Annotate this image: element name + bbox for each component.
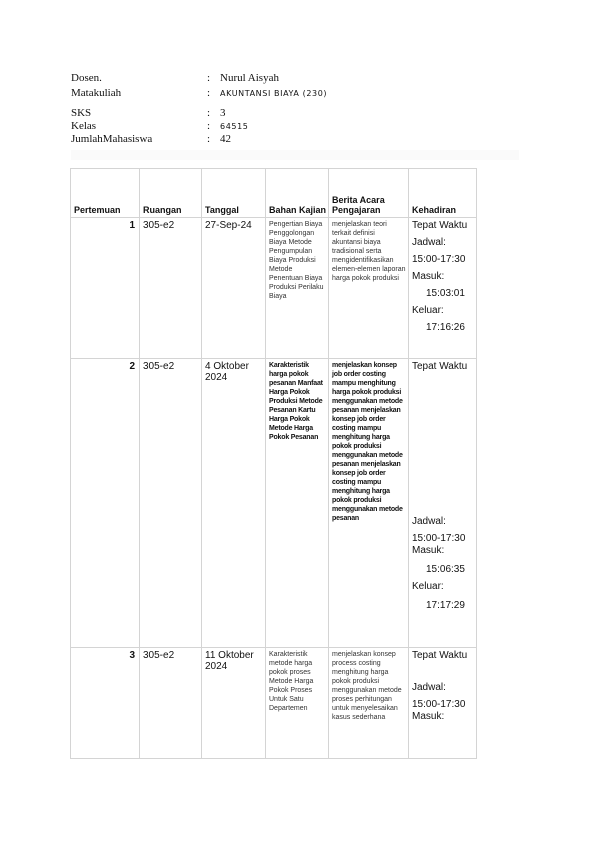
divider xyxy=(71,150,519,160)
kehadiran-cell xyxy=(409,359,477,648)
colon: : xyxy=(207,87,211,99)
dosen-label: Dosen. xyxy=(71,72,102,84)
colon: : xyxy=(207,120,211,132)
status-text: Tepat Waktu xyxy=(412,650,468,661)
keluar-value: 17:17:29 xyxy=(426,600,465,611)
pertemuan-cell: 1 xyxy=(71,218,140,359)
ruangan-cell: 305-e2 xyxy=(140,648,202,759)
sks-value: 3 xyxy=(220,107,226,119)
jumlah-value: 42 xyxy=(220,133,231,145)
ruangan-cell: 305-e2 xyxy=(140,359,202,648)
masuk-label: Masuk: xyxy=(412,271,445,282)
header-tanggal: Tanggal xyxy=(202,169,266,218)
kelas-label: Kelas xyxy=(71,120,97,132)
masuk-value: 15:06:35 xyxy=(426,564,465,575)
jadwal-value: 15:00-17:30 xyxy=(412,254,466,265)
kehadiran-cell xyxy=(409,218,477,359)
table-row xyxy=(71,648,477,759)
table-row xyxy=(71,218,477,359)
matakuliah-value: AKUNTANSI BIAYA (230) xyxy=(220,89,328,98)
bahan-kajian-cell: Karakteristik metode harga pokok proses Metode Harga Pokok Proses Untuk Satu Departemen xyxy=(266,648,329,759)
header-pertemuan: Pertemuan xyxy=(71,169,140,218)
jadwal-value: 15:00-17:30 xyxy=(412,533,466,544)
jadwal-label: Jadwal: xyxy=(412,516,446,527)
masuk-value: 15:03:01 xyxy=(426,288,465,299)
masuk-label: Masuk: xyxy=(412,711,445,722)
jadwal-label: Jadwal: xyxy=(412,237,446,248)
bahan-kajian-cell: Karakteristik harga pokok pesanan Manfaat Harga Pokok Produksi Metode Pesanan Kartu Harga Pokok Metode Harga Pokok Pesanan xyxy=(266,359,329,648)
sks-label: SKS xyxy=(71,107,92,119)
tanggal-cell: 11 Oktober 2024 xyxy=(202,648,266,759)
keluar-label: Keluar: xyxy=(412,305,444,316)
colon: : xyxy=(207,133,211,145)
masuk-label: Masuk: xyxy=(412,545,445,556)
bahan-kajian-cell: Pengertian Biaya Penggolongan Biaya Metode Pengumpulan Biaya Produksi Metode Penentuan Biaya Produksi Perilaku Biaya xyxy=(266,218,329,359)
kehadiran-cell xyxy=(409,648,477,759)
jadwal-label: Jadwal: xyxy=(412,682,446,693)
header-bahan-kajian: Bahan Kajian xyxy=(266,169,329,218)
pertemuan-cell: 3 xyxy=(71,648,140,759)
kelas-value: 64515 xyxy=(220,122,249,131)
tanggal-cell: 4 Oktober 2024 xyxy=(202,359,266,648)
keluar-value: 17:16:26 xyxy=(426,322,465,333)
pertemuan-cell: 2 xyxy=(71,359,140,648)
colon: : xyxy=(207,72,211,84)
jumlah-label: JumlahMahasiswa xyxy=(71,133,153,145)
status-text: Tepat Waktu xyxy=(412,220,468,231)
dosen-value: Nurul Aisyah xyxy=(220,72,279,84)
tanggal-cell: 27-Sep-24 xyxy=(202,218,266,359)
header-kehadiran: Kehadiran xyxy=(409,169,477,218)
ruangan-cell: 305-e2 xyxy=(140,218,202,359)
table-row xyxy=(71,359,477,648)
header-berita-acara: Berita Acara Pengajaran xyxy=(329,169,409,218)
colon: : xyxy=(207,107,211,119)
berita-acara-cell: menjelaskan konsep job order costing mampu menghitung harga pokok produksi menggunakan metode pesanan menjelaskan konsep job order costing mampu menghitung harga pokok produksi menggunakan metode pesanan menjelaskan konsep job order costing mampu menghitung harga pokok produksi menggunakan metode pesanan xyxy=(329,359,409,648)
matakuliah-label: Matakuliah xyxy=(71,87,122,99)
table-header-row xyxy=(71,169,477,218)
header-ruangan: Ruangan xyxy=(140,169,202,218)
attendance-table xyxy=(70,168,477,759)
keluar-label: Keluar: xyxy=(412,581,444,592)
status-text: Tepat Waktu xyxy=(412,361,468,372)
berita-acara-cell: menjelaskan teori terkait definisi akuntansi biaya tradisional serta mengidentifikasikan elemen-elemen laporan harga pokok produksi xyxy=(329,218,409,359)
berita-acara-cell: menjelaskan konsep process costing menghitung harga pokok produksi menggunakan metode proses perhitungan untuk menyelesaikan kasus sederhana xyxy=(329,648,409,759)
jadwal-value: 15:00-17:30 xyxy=(412,699,466,710)
